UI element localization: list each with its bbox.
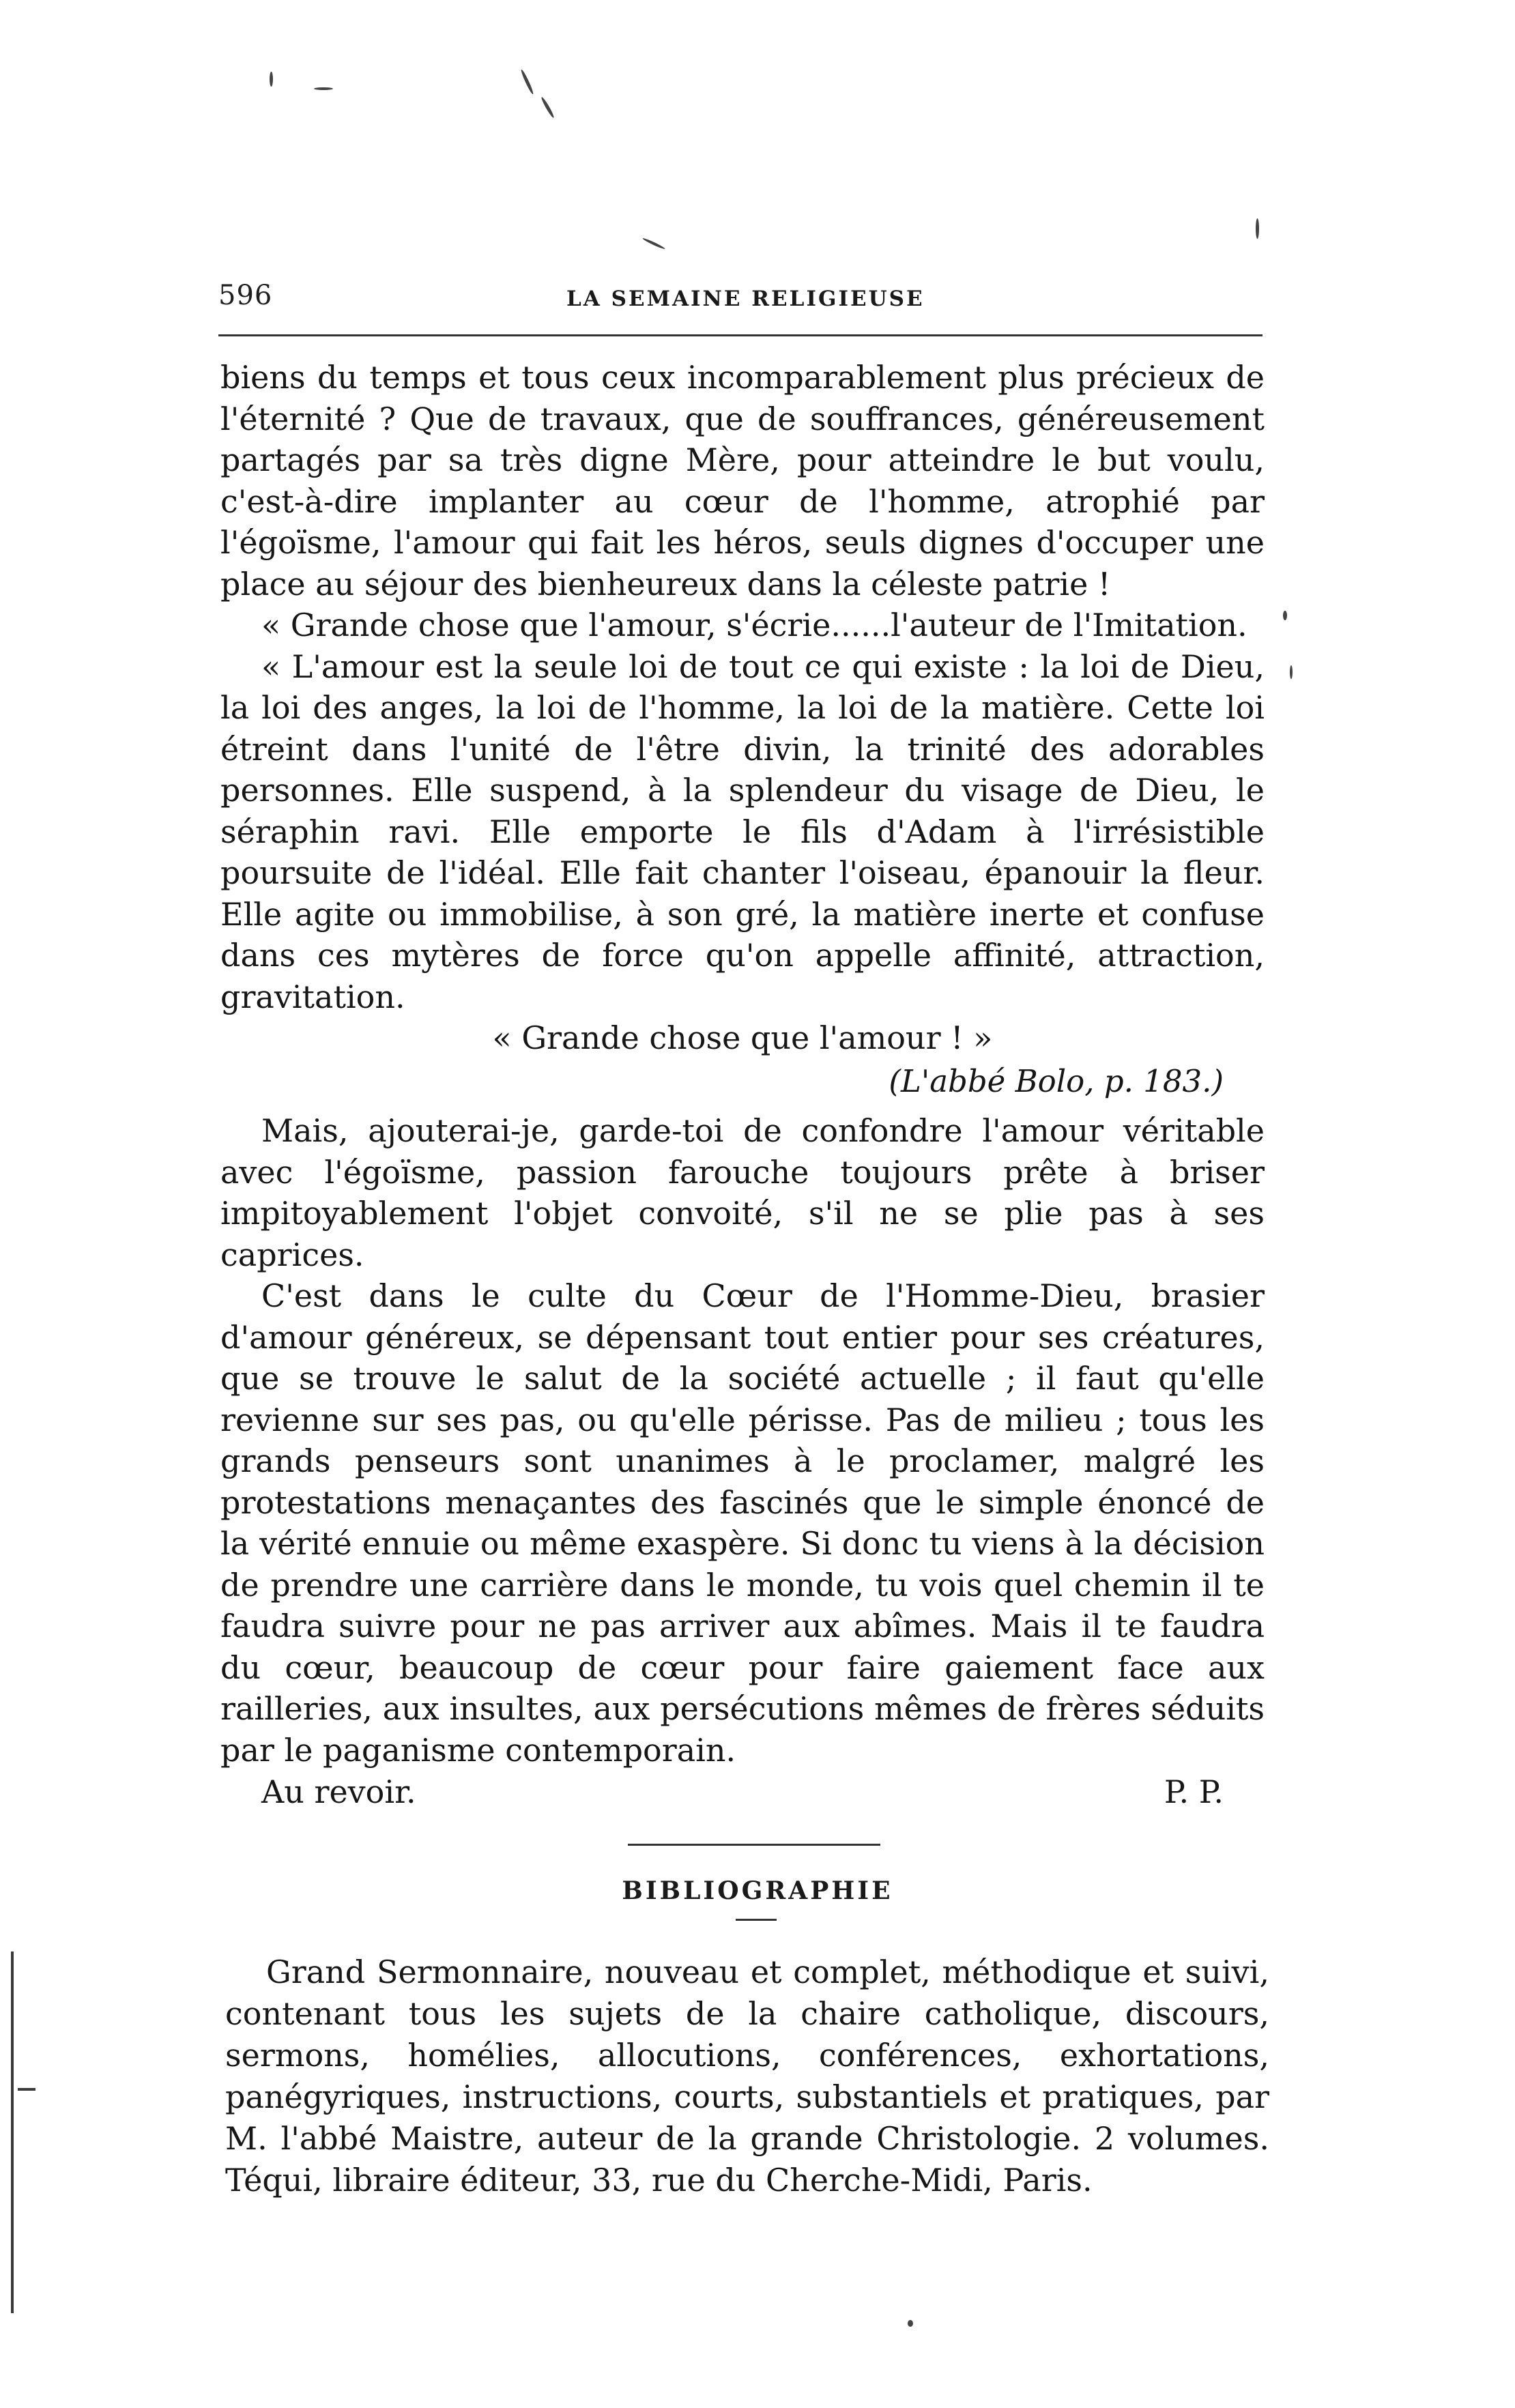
scan-speck (908, 2320, 913, 2327)
paragraph: « Grande chose que l'amour, s'écrie......l'auteur de l'Imitation. (261, 607, 1247, 643)
paragraph: Mais, ajouterai-je, garde-toi de confondre l'amour véritable avec l'égoïsme, passion farouche toujours prête à briser impitoyablement l'objet convoité, s'il ne se plie pas à ses caprices. (220, 1112, 1265, 1273)
scan-speck (1283, 611, 1287, 620)
scan-speck (314, 87, 333, 90)
scan-margin-mark (11, 1952, 14, 2313)
paragraph: « L'amour est la seule loi de tout ce qui existe : la loi de Dieu, la loi des anges, la loi de l'homme, la loi de la matière. Cette loi étreint dans l'unité de l'être divin, la trinité des adorables personnes. Elle suspend, à la splendeur du visage de Dieu, le séraphin ravi. Elle emporte le fils d'Adam à l'irrésistible poursuite de l'idéal. Elle fait chanter l'oiseau, épanouir la fleur. Elle agite ou immobilise, à son gré, la matière inerte et confuse dans ces mytères de force qu'on appelle affinité, attraction, gravitation. (220, 648, 1265, 1015)
scan-speck (1256, 218, 1259, 239)
page-header (218, 280, 1256, 321)
header-rule (218, 334, 1262, 336)
scan-speck (642, 237, 665, 250)
signoff-row (220, 1773, 1265, 1816)
scan-margin-mark (18, 2088, 35, 2091)
page-number: 596 (218, 280, 273, 311)
section-ornament (736, 1919, 777, 1921)
bibliography-entry: Grand Sermonnaire, nouveau et complet, méthodique et suivi, contenant tous les sujets de la chaire catholique, discours, sermons, homélies, allocutions, conférences, exhortations, panégyriques, instructions, courts, substantiels et pratiques, par M. l'abbé Maistre, auteur de la grande Christologie. 2 volumes. Téqui, libraire éditeur, 33, rue du Cherche-Midi, Paris. (225, 1954, 1269, 2199)
signoff-greeting: Au revoir. (261, 1773, 416, 1810)
section-rule (628, 1844, 880, 1846)
section-title: BIBLIOGRAPHIE (622, 1876, 893, 1905)
article-body (220, 357, 1265, 1816)
scan-speck (1290, 665, 1293, 679)
paragraph: biens du temps et tous ceux incomparablement plus précieux de l'éternité ? Que de travaux, que de souffrances, généreusement partagés par sa très digne Mère, pour atteindre le but voulu, c'est-à-dire implanter au cœur de l'homme, atrophié par l'égoïsme, l'amour qui fait les héros, seuls dignes d'occuper une place au séjour des bienheureux dans la céleste patrie ! (220, 359, 1265, 603)
paragraph: C'est dans le culte du Cœur de l'Homme-Dieu, brasier d'amour généreux, se dépensant tout entier pour ses créatures, que se trouve le salut de la société actuelle ; il faut qu'elle revienne sur ses pas, ou qu'elle périsse. Pas de milieu ; tous les grands penseurs sont unanimes à le proclamer, malgré les protestations menaçantes des fascinés que le simple énoncé de la vérité ennuie ou même exaspère. Si donc tu viens à la décision de prendre une carrière dans le monde, tu vois quel chemin il te faudra suivre pour ne pas arriver aux abîmes. Mais il te faudra du cœur, beaucoup de cœur pour faire gaiement face aux railleries, aux insultes, aux persécutions mêmes de frères séduits par le paganisme contemporain. (220, 1277, 1265, 1769)
quote-close: « Grande chose que l'amour ! » (492, 1019, 993, 1056)
signoff-initials: P. P. (1164, 1773, 1224, 1810)
scan-speck (540, 96, 556, 119)
scan-speck (270, 72, 273, 87)
running-title: LA SEMAINE RELIGIEUSE (566, 287, 925, 311)
attribution: (L'abbé Bolo, p. 183.) (889, 1063, 1224, 1099)
scan-speck (520, 69, 534, 95)
